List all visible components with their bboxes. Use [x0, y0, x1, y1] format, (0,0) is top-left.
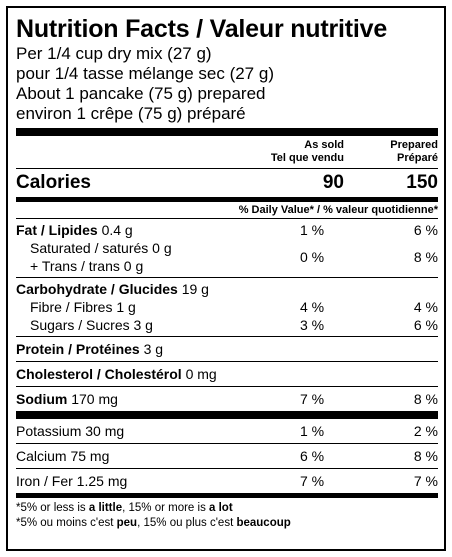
- calories-as-sold: 90: [322, 172, 344, 193]
- footnote-en-text: , 15% or more is: [122, 502, 210, 514]
- potassium-as-sold: 1 %: [299, 423, 325, 439]
- saturated-prepared: 8 %: [413, 249, 438, 265]
- divider-thick: [16, 128, 438, 136]
- fibre-label: Fibre / Fibres 1 g: [30, 299, 136, 315]
- protein-row: [16, 337, 438, 361]
- footnote-fr-text: *5% ou moins c'est: [16, 517, 117, 529]
- as-sold-header: [264, 139, 360, 165]
- fat-row: [16, 219, 438, 239]
- divider-thick: [16, 411, 438, 419]
- potassium-prepared: 2 %: [413, 423, 438, 439]
- iron-row: [16, 469, 438, 493]
- potassium-row: [16, 419, 438, 443]
- footnote-english: [16, 501, 438, 516]
- panel-title: Nutrition Facts / Valeur nutritive: [16, 15, 388, 43]
- serving-size-line-4: environ 1 crêpe (75 g) préparé: [16, 104, 246, 123]
- sodium-amount: 170 mg: [71, 391, 118, 407]
- cholesterol-amount: 0 mg: [185, 366, 217, 382]
- prepared-label: Prepared: [390, 139, 438, 151]
- sugars-prepared: 6 %: [413, 317, 438, 333]
- footnote: [16, 498, 438, 531]
- fibre-row: [16, 298, 438, 316]
- calories-prepared: 150: [406, 172, 438, 193]
- calcium-prepared: 8 %: [413, 448, 438, 464]
- sodium-prepared: 8 %: [413, 391, 438, 407]
- column-header-row: [16, 136, 438, 168]
- footnote-fr-peu: peu: [116, 517, 138, 529]
- prepare-label: Préparé: [397, 152, 438, 164]
- sodium-as-sold: 7 %: [299, 391, 325, 407]
- serving-size-line-3: About 1 pancake (75 g) prepared: [16, 84, 266, 103]
- calcium-as-sold: 6 %: [299, 448, 325, 464]
- iron-label: Iron / Fer 1.25 mg: [16, 473, 128, 489]
- protein-amount: 3 g: [143, 341, 164, 357]
- calcium-row: [16, 444, 438, 468]
- footnote-fr-beaucoup: beaucoup: [236, 517, 291, 529]
- saturated-trans-row: [16, 239, 438, 277]
- fibre-as-sold: 4 %: [299, 299, 325, 315]
- sugars-as-sold: 3 %: [299, 317, 325, 333]
- as-sold-label: As sold: [304, 139, 344, 151]
- fat-prepared: 6 %: [413, 222, 438, 238]
- fibre-prepared: 4 %: [413, 299, 438, 315]
- protein-label: Protein / Protéines: [16, 341, 140, 357]
- trans-label: + Trans / trans 0 g: [30, 258, 144, 274]
- fat-as-sold: 1 %: [299, 222, 325, 238]
- footnote-en-lot: a lot: [209, 502, 233, 514]
- iron-as-sold: 7 %: [299, 473, 325, 489]
- carbohydrate-row: [16, 278, 438, 298]
- calories-row: [16, 169, 438, 197]
- calories-label: Calories: [16, 172, 91, 193]
- saturated-label: Saturated / saturés 0 g: [30, 240, 172, 256]
- fat-amount: 0.4 g: [101, 222, 133, 238]
- saturated-as-sold: 0 %: [299, 249, 325, 265]
- iron-prepared: 7 %: [413, 473, 438, 489]
- serving-size-line-2: pour 1/4 tasse mélange sec (27 g): [16, 64, 274, 83]
- fat-label: Fat / Lipides: [16, 222, 98, 238]
- prepared-header: [360, 139, 438, 165]
- serving-size-line-1: Per 1/4 cup dry mix (27 g): [16, 44, 212, 63]
- footnote-en-text: *5% or less is: [16, 502, 89, 514]
- nutrition-facts-panel: [6, 6, 446, 551]
- cholesterol-label: Cholesterol / Cholestérol: [16, 366, 182, 382]
- footnote-en-little: a little: [88, 502, 123, 514]
- carbohydrate-label: Carbohydrate / Glucides: [16, 281, 178, 297]
- sodium-label: Sodium: [16, 391, 68, 407]
- calcium-label: Calcium 75 mg: [16, 448, 110, 464]
- sugars-label: Sugars / Sucres 3 g: [30, 317, 153, 333]
- sodium-row: [16, 387, 438, 411]
- carbohydrate-amount: 19 g: [181, 281, 209, 297]
- cholesterol-row: [16, 362, 438, 386]
- daily-value-header: % Daily Value* / % valeur quotidienne*: [238, 204, 438, 216]
- tel-que-vendu-label: Tel que vendu: [270, 152, 344, 164]
- potassium-label: Potassium 30 mg: [16, 423, 125, 439]
- footnote-french: [16, 516, 438, 531]
- sugars-row: [16, 316, 438, 336]
- footnote-fr-text: , 15% ou plus c'est: [137, 517, 237, 529]
